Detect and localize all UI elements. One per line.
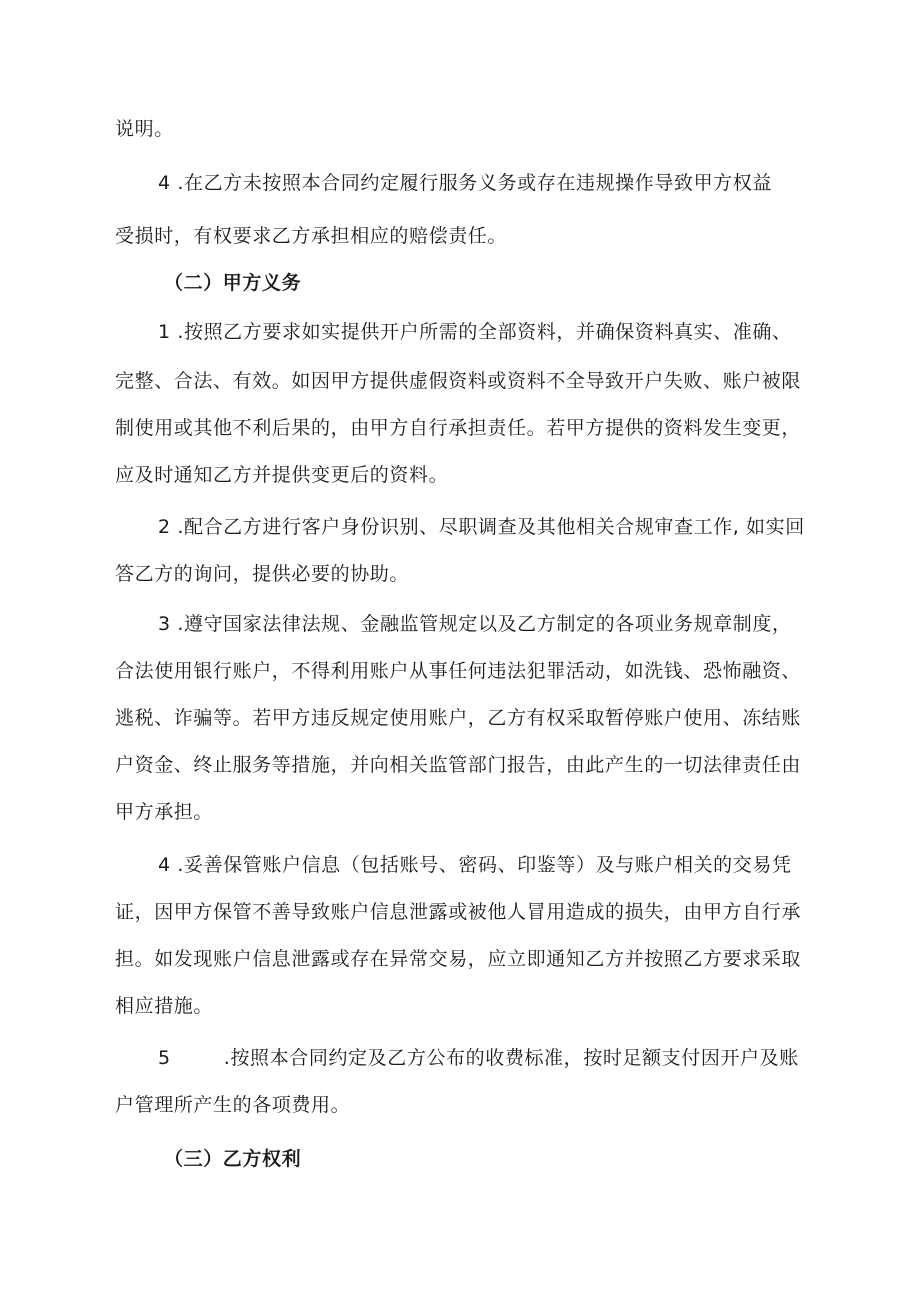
paragraph-line: 担。如发现账户信息泄露或存在异常交易，应立即通知乙方并按照乙方要求采取 <box>115 948 802 970</box>
paragraph-line: 4 .在乙方未按照本合同约定履行服务义务或存在违规操作导致甲方权益 <box>158 172 772 194</box>
paragraph-line: 合法使用银行账户，不得利用账户从事任何违法犯罪活动，如洗钱、恐怖融资、 <box>115 660 802 682</box>
paragraph-line: 制使用或其他不利后果的，由甲方自行承担责任。若甲方提供的资料发生变更， <box>115 417 802 439</box>
section-heading-party-b-rights: （三）乙方权利 <box>164 1148 302 1170</box>
section-heading-party-a-obligations: （二）甲方义务 <box>164 272 302 294</box>
paragraph-line: 说明。 <box>115 118 174 140</box>
paragraph-line: 答乙方的询问，提供必要的协助。 <box>115 563 410 585</box>
paragraph-line: 完整、合法、有效。如因甲方提供虚假资料或资料不全导致开户失败、账户被限 <box>115 370 802 392</box>
paragraph-line: 证，因甲方保管不善导致账户信息泄露或被他人冒用造成的损失，由甲方自行承 <box>115 901 802 923</box>
paragraph-line: 1 .按照乙方要求如实提供开户所需的全部资料，并确保资料真实、准确、 <box>158 321 792 343</box>
paragraph-line: 2 .配合乙方进行客户身份识别、尽职调查及其他相关合规审查工作, 如实回 <box>158 516 805 538</box>
paragraph-line: 受损时，有权要求乙方承担相应的赔偿责任。 <box>115 225 508 247</box>
paragraph-line: 甲方承担。 <box>115 801 214 823</box>
paragraph-line: 相应措施。 <box>115 995 214 1017</box>
paragraph-line: 4 .妥善保管账户信息（包括账号、密码、印鉴等）及与账户相关的交易凭 <box>158 854 792 876</box>
paragraph-line: 户资金、终止服务等措施，并向相关监管部门报告，由此产生的一切法律责任由 <box>115 754 802 776</box>
paragraph-line: 5 .按照本合同约定及乙方公布的收费标准，按时足额支付因开户及账 <box>158 1047 799 1069</box>
paragraph-line: 逃税、诈骗等。若甲方违反规定使用账户，乙方有权采取暂停账户使用、冻结账 <box>115 707 802 729</box>
paragraph-line: 应及时通知乙方并提供变更后的资料。 <box>115 464 449 486</box>
paragraph-line: 3 .遵守国家法律法规、金融监管规定以及乙方制定的各项业务规章制度， <box>158 613 792 635</box>
paragraph-line: 户管理所产生的各项费用。 <box>115 1094 351 1116</box>
